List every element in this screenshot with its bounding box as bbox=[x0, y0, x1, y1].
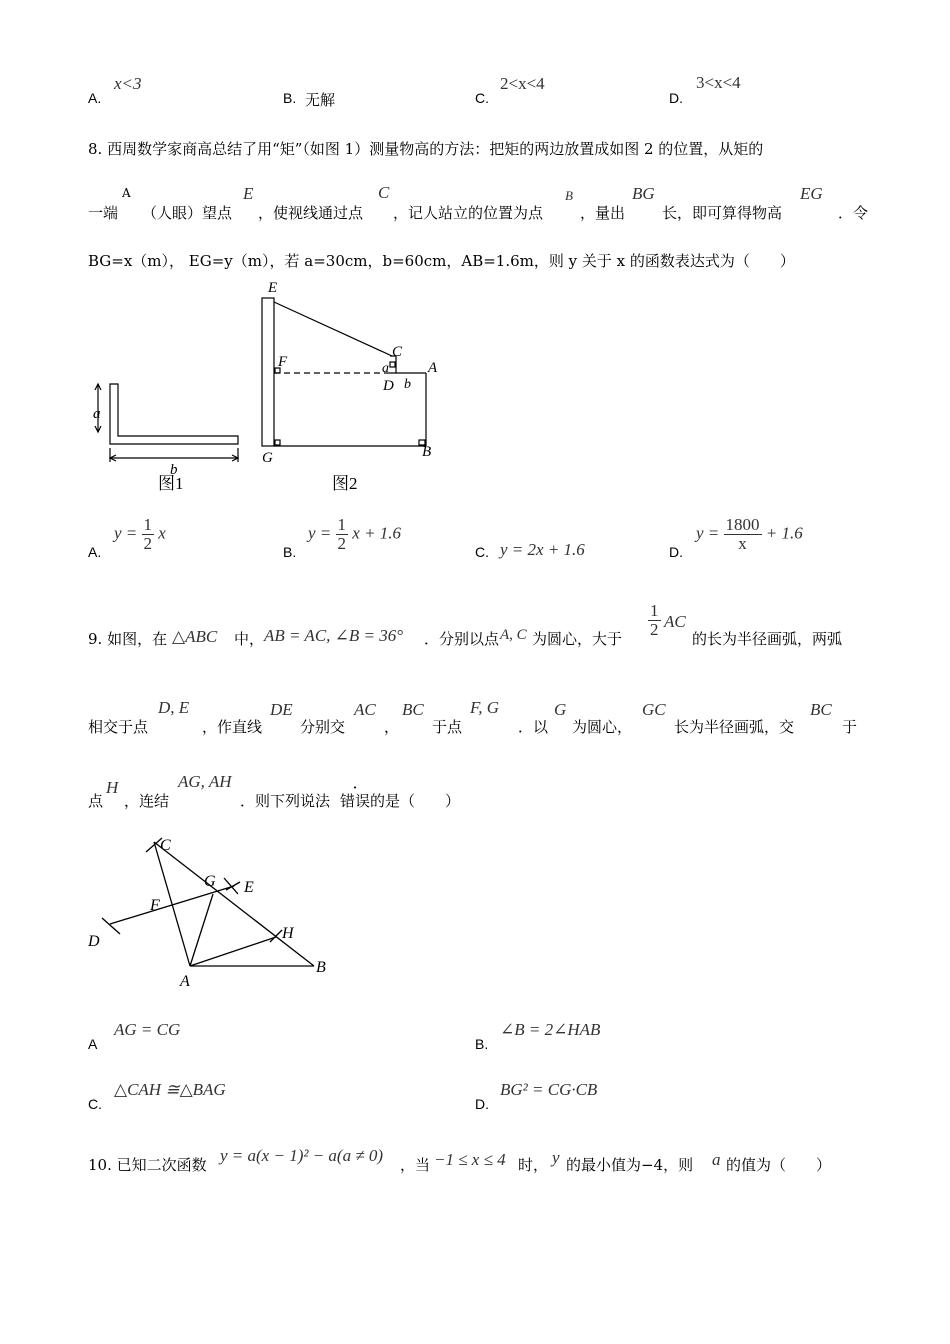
q8-line3: BG=x（m）， EG=y（m），若 a=30cm，b=60cm，AB=1.6m，则 y 关于 x 的函数表达式为（ ） bbox=[88, 252, 795, 270]
q9-fig-label-C: C bbox=[160, 837, 171, 854]
q9-fig-label-G: G bbox=[204, 873, 216, 890]
q9-fig-label-H: H bbox=[282, 925, 294, 942]
q9-emphasis: 错误 · bbox=[340, 790, 370, 811]
figure-1 bbox=[95, 384, 238, 462]
q9-line1: 9. 如图，在 △ABC 中， AB = AC, ∠B = 36° ．分别以点 A, C 为圆心，大于 $\frac{1}{2}$ AC 的长为半径画弧，两弧 bbox=[88, 601, 843, 648]
q9-option-a-text: AG = CG bbox=[114, 1020, 181, 1039]
q8-option-b-formula: y = $\frac{1}{2}$ x + 1.6 bbox=[308, 515, 402, 553]
fig2-caption: 图2 bbox=[332, 474, 358, 493]
q7-option-d-label: D. bbox=[669, 90, 683, 106]
q9-option-a-label: A bbox=[88, 1036, 98, 1052]
q8-option-d-formula: y = $\frac{1800}{x}$ + 1.6 bbox=[696, 515, 803, 553]
q9-option-d-label: D. bbox=[475, 1096, 489, 1112]
q7-option-c-label: C. bbox=[475, 90, 489, 106]
q9-option-b-text: ∠B = 2∠HAB bbox=[500, 1020, 601, 1039]
q9-option-c-text: △CAH ≅△BAG bbox=[114, 1080, 226, 1099]
q8-option-c-formula: y = 2x + 1.6 bbox=[500, 540, 585, 559]
fig2-label-b: b bbox=[404, 377, 411, 392]
fig1-label-b: b bbox=[170, 462, 178, 478]
q9-fig-label-A: A bbox=[180, 973, 190, 990]
fig2-label-G: G bbox=[262, 450, 273, 466]
fig2-label-C: C bbox=[392, 344, 403, 360]
fig1-label-a: a bbox=[93, 406, 101, 422]
q8-figures bbox=[86, 272, 466, 502]
q7-option-a-text: x<3 bbox=[114, 74, 142, 93]
q7-option-b-text: 无解 bbox=[305, 91, 336, 109]
q8-option-b-label: B. bbox=[283, 544, 297, 560]
q9-option-c-label: C. bbox=[88, 1096, 102, 1112]
fig2-label-a: a bbox=[382, 361, 389, 376]
q7-option-d-text: 3<x<4 bbox=[696, 73, 741, 92]
q7-option-b-label: B. bbox=[283, 90, 297, 106]
q9-fig-label-B: B bbox=[316, 959, 326, 976]
q8-line1: 8. 西周数学家商高总结了用“矩”（如图 1）测量物高的方法：把矩的两边放置成如图 2 的位置，从矩的 bbox=[88, 140, 764, 158]
q9-line3: 点 H ，连结 AG, AH ．则下列说法 错误 · 的是（ ） bbox=[88, 772, 868, 808]
fig2-label-D: D bbox=[383, 378, 394, 394]
q8-line2: 一端 A （人眼）望点 E ，使视线通过点 C ，记人站立的位置为点 B ，量出 BG 长，即可算得物高 EG ．令 bbox=[88, 183, 869, 222]
q9-fig-label-E: E bbox=[244, 879, 254, 896]
q9-option-b-label: B. bbox=[475, 1036, 489, 1052]
q9-fig-label-D: D bbox=[88, 933, 100, 950]
fig2-label-F: F bbox=[278, 354, 288, 370]
q8-option-a-label: A. bbox=[88, 544, 102, 560]
q9-figure bbox=[86, 830, 346, 992]
fig2-label-B: B bbox=[422, 444, 432, 460]
q9-line2: 相交于点 D, E ，作直线 DE 分别交 AC ， BC 于点 F, G ．以 G 为圆心， GC 长为半径画弧，交 BC 于 bbox=[88, 698, 858, 736]
q10-line: 10. 已知二次函数 y = a(x − 1)² − a(a ≠ 0) ，当 −1 ≤ x ≤ 4 时， y 的最小值为−4，则 a 的值为（ ） bbox=[88, 1146, 832, 1174]
fig2-label-A: A bbox=[428, 360, 438, 376]
fig2-label-E: E bbox=[268, 280, 278, 296]
q8-option-c-label: C. bbox=[475, 544, 489, 560]
q8-option-a-formula: y = $\frac{1}{2}$ x bbox=[114, 515, 166, 553]
fig1-caption: 图1 bbox=[158, 474, 184, 493]
q9-fig-label-F: F bbox=[150, 897, 160, 914]
q9-option-d-text: BG² = CG·CB bbox=[500, 1080, 598, 1099]
figure-2 bbox=[262, 298, 426, 446]
q8-option-d-label: D. bbox=[669, 544, 683, 560]
q7-option-a-label: A. bbox=[88, 90, 102, 106]
q7-option-c-text: 2<x<4 bbox=[500, 74, 545, 93]
